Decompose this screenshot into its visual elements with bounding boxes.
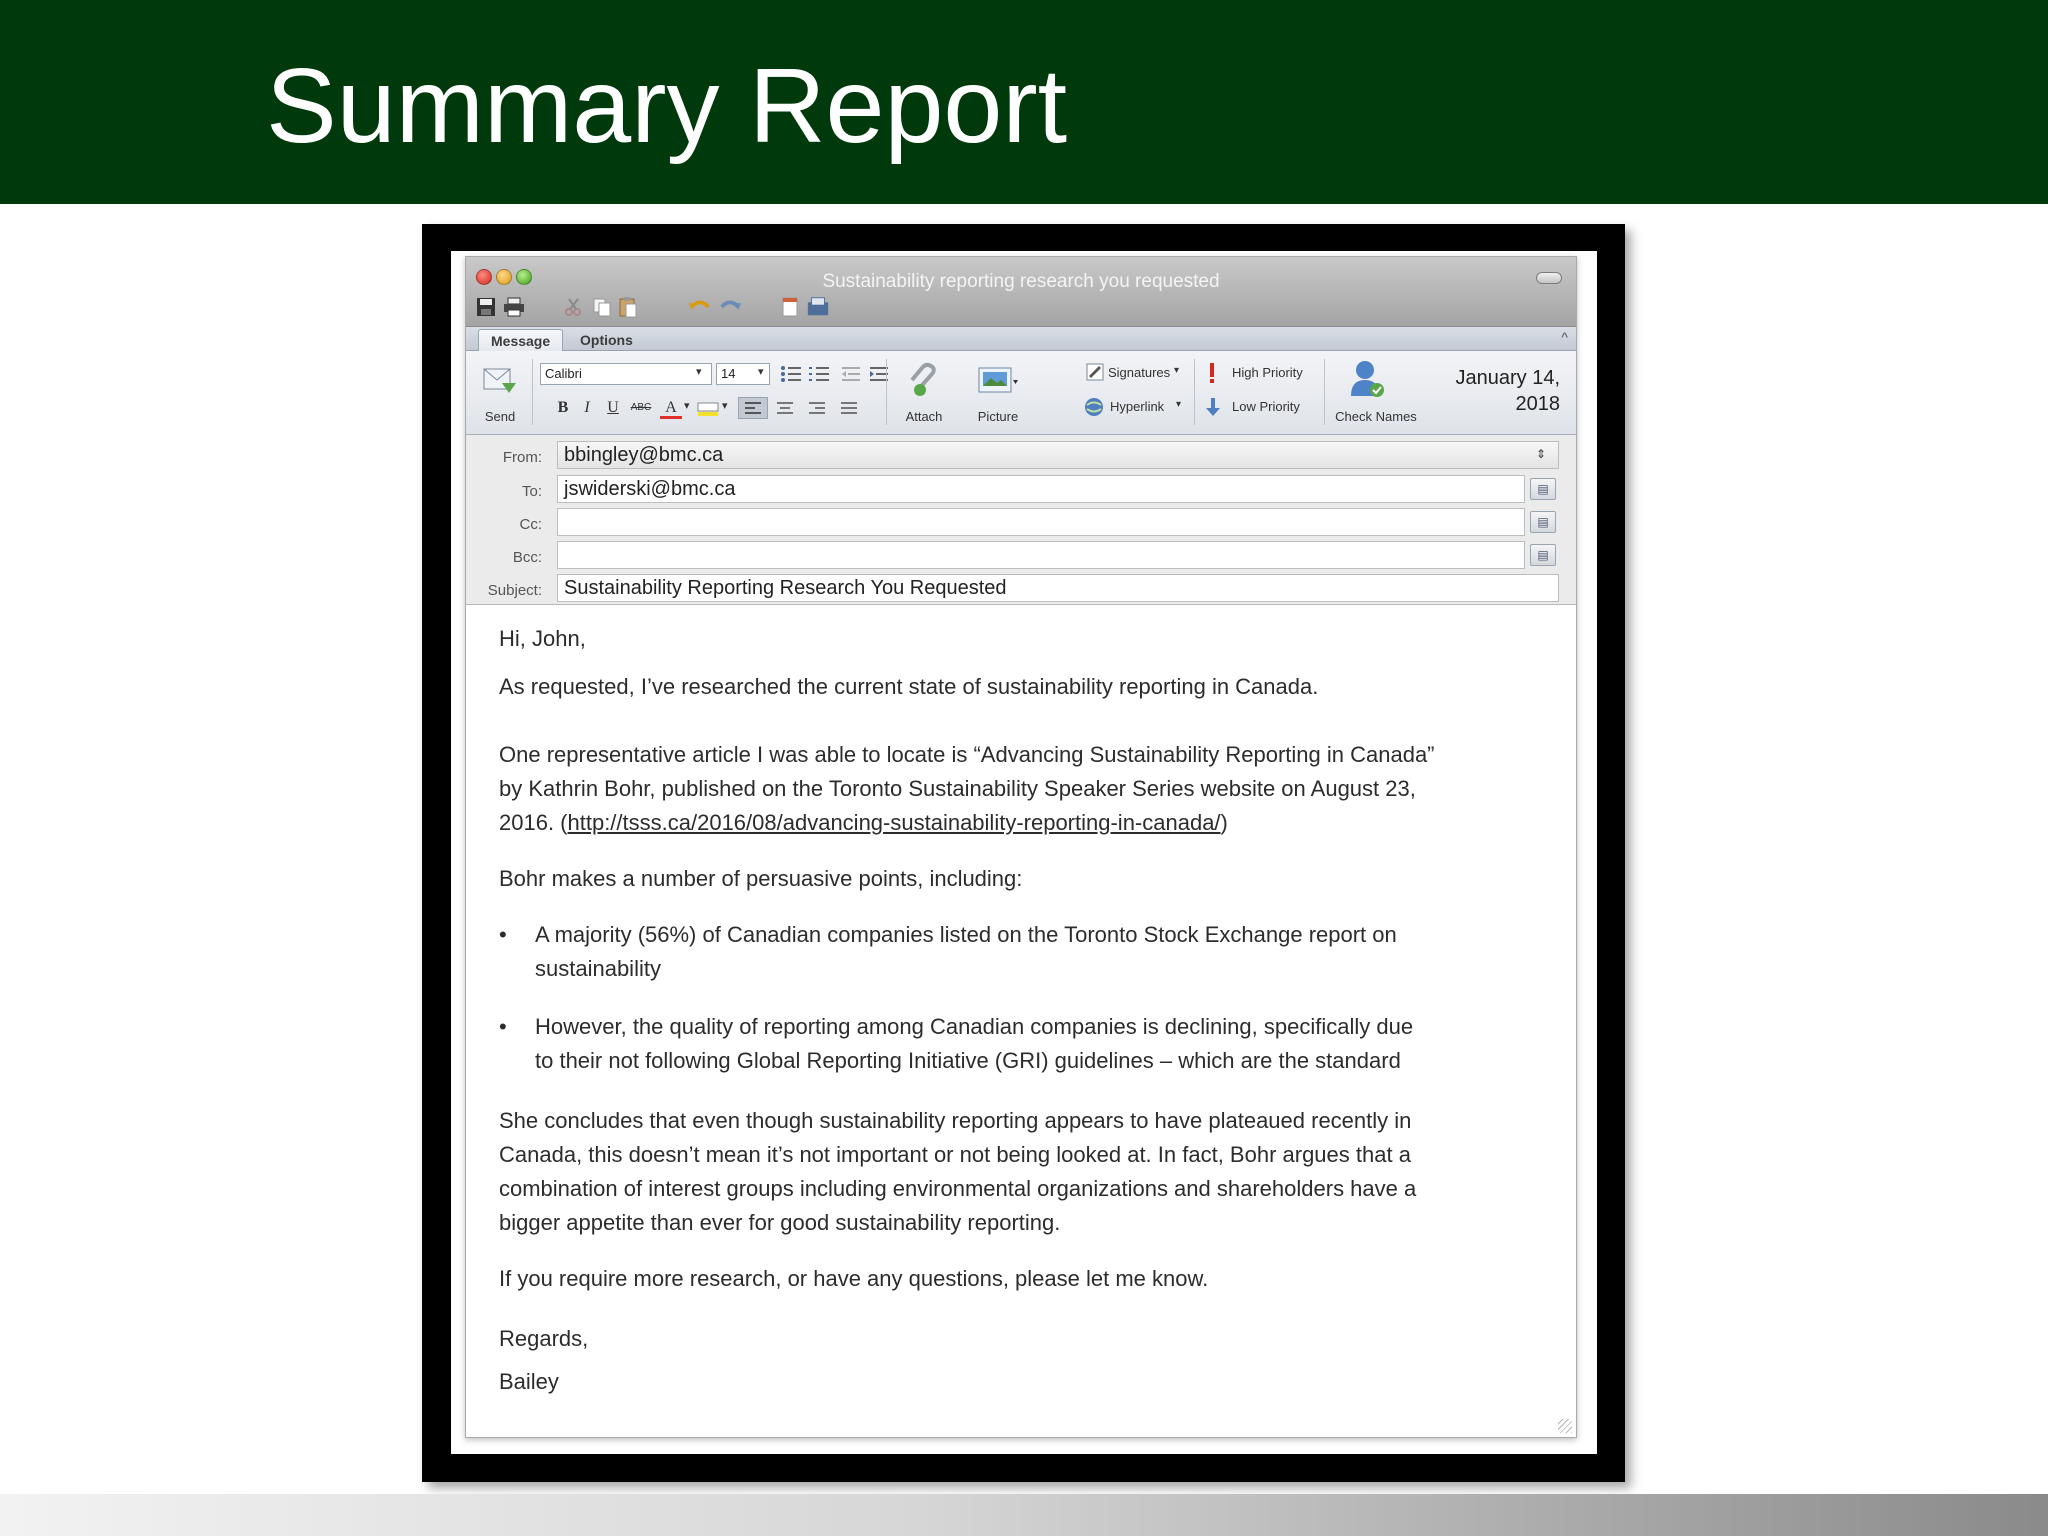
list-item-line: A majority (56%) of Canadian companies listed on the Toronto Stock Exchange report on xyxy=(535,922,1397,947)
body-paragraph: As requested, I’ve researched the current state of sustainability reporting in Canada. xyxy=(499,674,1319,699)
resize-grip[interactable] xyxy=(1558,1419,1572,1433)
toolbar-toggle-button[interactable] xyxy=(1536,272,1562,284)
greeting: Hi, John, xyxy=(499,626,586,651)
body-paragraph: Bohr makes a number of persuasive points, including: xyxy=(499,866,1023,891)
ribbon-tabs xyxy=(466,327,1576,351)
signatures-dropdown-icon[interactable]: ▾ xyxy=(1174,365,1180,376)
picture-button[interactable]: Picture xyxy=(977,409,1019,424)
body-paragraph-line: She concludes that even though sustainability reporting appears to have plateaued recently in xyxy=(499,1108,1412,1133)
bcc-label: Bcc: xyxy=(512,549,542,566)
send-icon[interactable] xyxy=(482,365,518,395)
body-paragraph-line: bigger appetite than ever for good sustainability reporting. xyxy=(499,1210,1061,1235)
slide-title: Summary Report xyxy=(266,47,1068,165)
bcc-address-book-icon[interactable]: ▤ xyxy=(1530,544,1556,566)
underline-button[interactable]: U xyxy=(607,399,619,416)
align-center-icon[interactable] xyxy=(770,397,800,419)
cut-icon[interactable] xyxy=(562,295,586,319)
compose-date-line2: 2018 xyxy=(1515,393,1560,415)
copy-icon[interactable] xyxy=(590,295,614,319)
increase-indent-icon[interactable] xyxy=(866,363,892,385)
signature: Bailey xyxy=(499,1369,559,1394)
bullet-icon: • xyxy=(499,922,507,947)
check-names-icon[interactable] xyxy=(1346,357,1388,401)
hyperlink-dropdown-icon[interactable]: ▾ xyxy=(1176,399,1182,410)
hyperlink-button[interactable]: Hyperlink xyxy=(1110,399,1165,414)
compose-date xyxy=(1455,365,1560,417)
body-paragraph-line: One representative article I was able to locate is “Advancing Sustainability Reporting in Canada” xyxy=(499,742,1435,767)
check-names-button[interactable]: Check Names xyxy=(1335,409,1417,424)
cc-label: Cc: xyxy=(519,516,542,533)
bold-button[interactable]: B xyxy=(557,399,569,416)
paperclip-icon[interactable] xyxy=(904,361,944,401)
window-title: Sustainability reporting research you requested xyxy=(822,271,1220,292)
body-paragraph: If you require more research, or have any questions, please let me know. xyxy=(499,1266,1209,1291)
ribbon-separator xyxy=(886,359,887,425)
bullet-icon: • xyxy=(499,1014,507,1039)
list-item-line: However, the quality of reporting among Canadian companies is declining, specifically due xyxy=(535,1014,1414,1039)
align-left-icon[interactable] xyxy=(738,397,768,419)
signature-icon[interactable] xyxy=(1084,361,1106,383)
redo-icon[interactable] xyxy=(718,295,742,319)
from-select[interactable]: bbingley@bmc.ca xyxy=(557,441,1559,469)
decrease-indent-icon[interactable] xyxy=(838,363,864,385)
cc-row xyxy=(466,508,1576,538)
new-message-icon[interactable] xyxy=(778,295,802,319)
bcc-field[interactable] xyxy=(557,541,1525,569)
save-icon[interactable] xyxy=(474,295,498,319)
font-color-button[interactable]: A xyxy=(660,397,682,419)
cc-address-book-icon[interactable]: ▤ xyxy=(1530,511,1556,533)
low-priority-button[interactable]: Low Priority xyxy=(1232,399,1300,414)
email-compose-window xyxy=(465,256,1577,1438)
paste-icon[interactable] xyxy=(616,295,640,319)
list-item-line: sustainability xyxy=(535,956,661,981)
send-button[interactable]: Send xyxy=(484,409,516,424)
ribbon-separator xyxy=(1324,359,1325,425)
low-priority-icon[interactable] xyxy=(1202,395,1224,419)
closing: Regards, xyxy=(499,1326,589,1351)
subject-row xyxy=(466,574,1576,604)
tab-message[interactable]: Message xyxy=(478,329,563,351)
bcc-row xyxy=(466,541,1576,571)
print-icon[interactable] xyxy=(502,295,526,319)
to-field[interactable]: jswiderski@bmc.ca xyxy=(557,475,1525,503)
cc-field[interactable] xyxy=(557,508,1525,536)
attach-button[interactable]: Attach xyxy=(905,409,943,424)
list-item-line: to their not following Global Reporting Initiative (GRI) guidelines – which are the standard xyxy=(535,1048,1401,1073)
address-header xyxy=(466,435,1576,605)
subject-field[interactable]: Sustainability Reporting Research You Requested xyxy=(557,574,1559,602)
ribbon-separator xyxy=(532,359,533,425)
citation-suffix: ) xyxy=(1220,810,1228,835)
strikethrough-button[interactable]: ABC xyxy=(630,402,652,413)
picture-icon[interactable] xyxy=(976,363,1020,399)
tab-options[interactable]: Options xyxy=(580,332,633,348)
high-priority-button[interactable]: High Priority xyxy=(1232,365,1303,380)
list-item xyxy=(499,1010,1559,1078)
from-row xyxy=(466,441,1576,471)
list-item xyxy=(499,918,1559,986)
address-book-icon[interactable] xyxy=(806,295,830,319)
signatures-button[interactable]: Signatures xyxy=(1108,365,1171,380)
ribbon-toolbar xyxy=(466,351,1576,435)
from-label: From: xyxy=(502,449,542,466)
from-dropdown-icon[interactable]: ⇕ xyxy=(1536,447,1547,461)
to-label: To: xyxy=(521,483,542,500)
undo-icon[interactable] xyxy=(688,295,712,319)
collapse-ribbon-icon[interactable]: ^ xyxy=(1561,329,1568,345)
font-name-dropdown-icon[interactable]: ▾ xyxy=(696,366,702,378)
justify-icon[interactable] xyxy=(834,397,864,419)
italic-button[interactable]: I xyxy=(584,399,590,416)
body-paragraph-line: by Kathrin Bohr, published on the Toronto Sustainability Speaker Series website on August 23, xyxy=(499,776,1416,801)
bulleted-list-icon[interactable] xyxy=(778,363,804,385)
hyperlink-icon[interactable] xyxy=(1082,395,1106,419)
subject-label: Subject: xyxy=(487,582,542,599)
body-paragraph-line: Canada, this doesn’t mean it’s not important or not being looked at. In fact, Bohr argues that a xyxy=(499,1142,1411,1167)
ribbon-separator xyxy=(1194,359,1195,425)
body-paragraph-line: combination of interest groups including environmental organizations and shareholders have a xyxy=(499,1176,1417,1201)
article-link[interactable]: http://tsss.ca/2016/08/advancing-sustainability-reporting-in-canada/ xyxy=(567,810,1221,835)
slide-header-band xyxy=(0,0,2048,204)
align-right-icon[interactable] xyxy=(802,397,832,419)
font-size-dropdown-icon[interactable]: ▾ xyxy=(758,366,764,378)
font-size-select[interactable]: 14 xyxy=(716,363,770,385)
compose-date-line1: January 14, xyxy=(1455,367,1560,389)
to-row xyxy=(466,475,1576,505)
font-color-dropdown-icon[interactable]: ▾ xyxy=(684,400,690,412)
body-paragraph-line xyxy=(499,806,1559,840)
slide-footer-bar xyxy=(0,1494,2048,1536)
font-name-select[interactable]: Calibri xyxy=(540,363,712,385)
highlight-dropdown-icon[interactable]: ▾ xyxy=(722,400,728,412)
high-priority-icon[interactable] xyxy=(1206,361,1218,385)
numbered-list-icon[interactable] xyxy=(806,363,832,385)
highlight-icon[interactable] xyxy=(694,397,722,419)
to-address-book-icon[interactable]: ▤ xyxy=(1530,478,1556,500)
citation-prefix: 2016. ( xyxy=(499,810,568,835)
window-titlebar[interactable] xyxy=(466,257,1576,327)
